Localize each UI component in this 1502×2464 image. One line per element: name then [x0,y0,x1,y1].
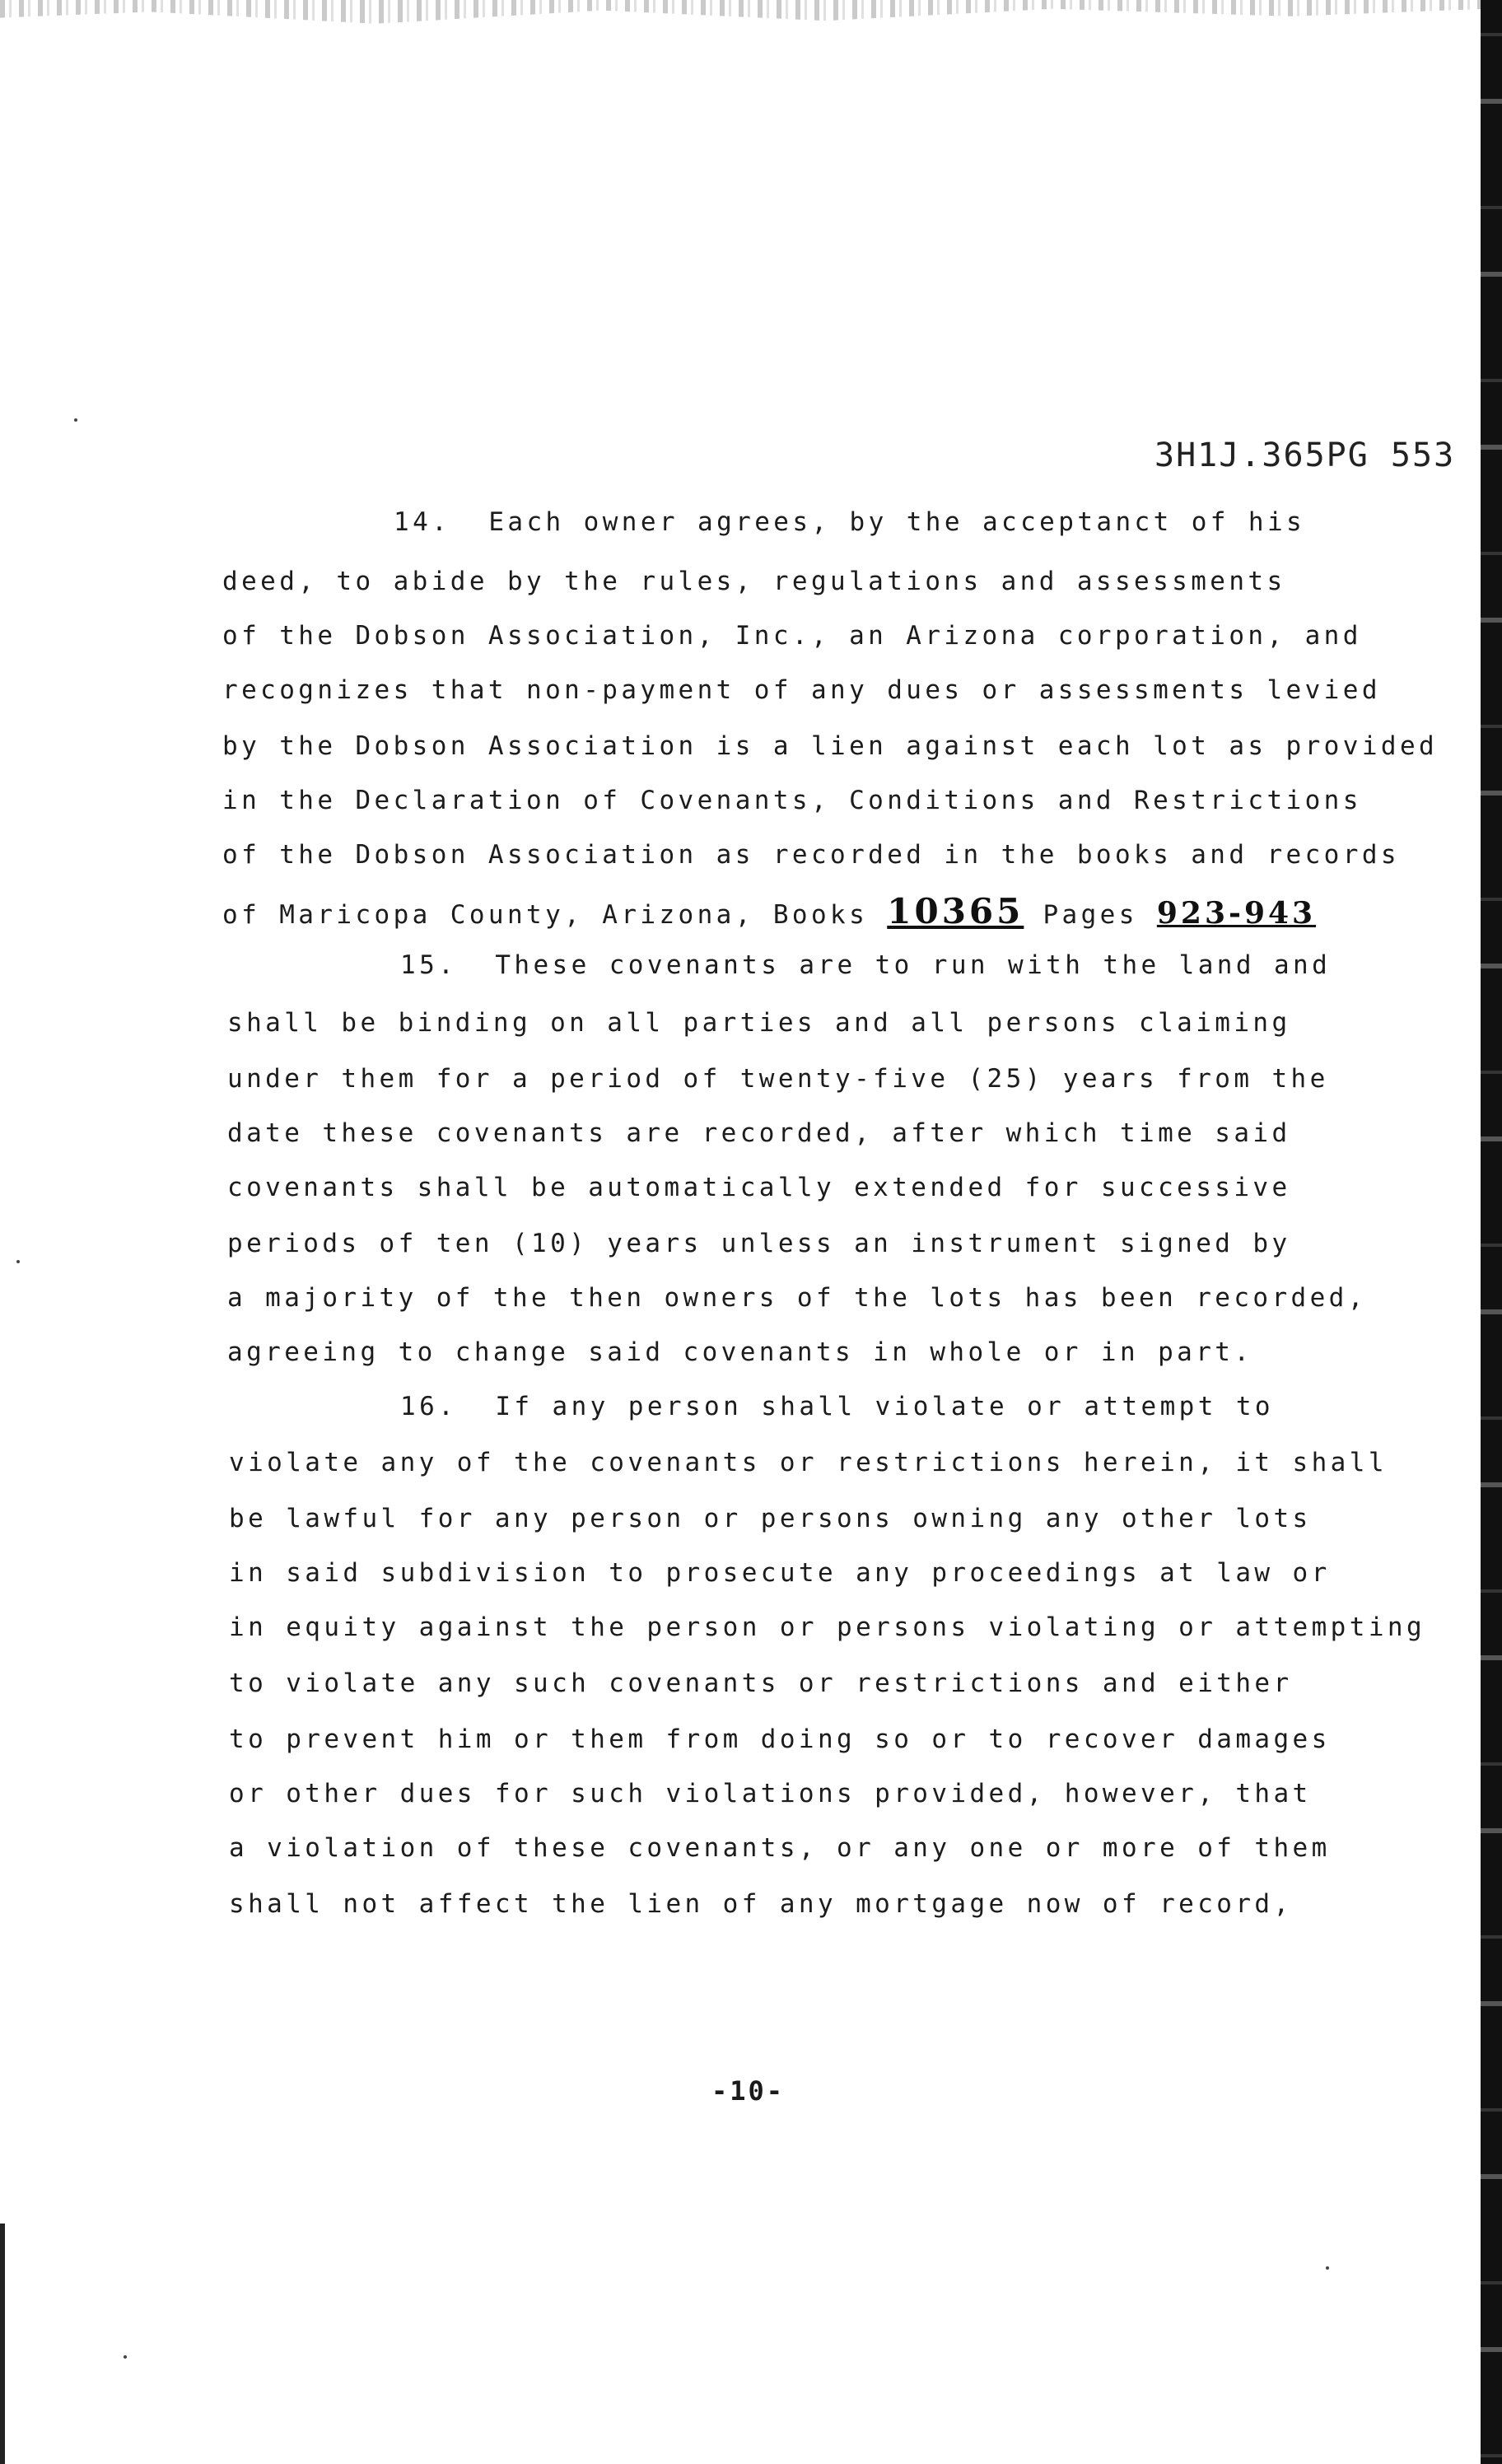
paragraph-text: Each owner agrees, by the acceptanct of his [488,507,1306,537]
paragraph-16-line-4: in said subdivision to prosecute any proceedings at law or [229,1558,1331,1588]
paragraph-15-line-7: a majority of the then owners of the lots has been recorded, [227,1283,1367,1313]
paragraph-16-line-5: in equity against the person or persons violating or attempting [229,1612,1426,1642]
paragraph-text: These covenants are to run with the land and [495,950,1332,980]
paragraph-16-line-2: violate any of the covenants or restrictions herein, it shall [229,1448,1388,1477]
paragraph-16-line-1 [400,1392,1274,1421]
paragraph-15-line-1 [400,950,1331,980]
pages-label: Pages [1043,900,1138,930]
paragraph-16-line-10: shall not affect the lien of any mortgage now of record, [229,1889,1293,1919]
paragraph-15-line-2: shall be binding on all parties and all persons claiming [227,1008,1291,1038]
paragraph-15-line-8: agreeing to change said covenants in whole or in part. [227,1337,1253,1367]
paragraph-14-line-7: of the Dobson Association as recorded in the books and records [222,840,1400,870]
paragraph-14-line-2: deed, to abide by the rules, regulations and assessments [222,567,1286,596]
paragraph-14-line-5: by the Dobson Association is a lien against each lot as provided [222,731,1439,761]
paragraph-16-line-6: to violate any such covenants or restrictions and either [229,1668,1293,1698]
books-prefix: of Maricopa County, Arizona, Books [222,900,869,930]
paragraph-16-line-8: or other dues for such violations provided, however, that [229,1779,1312,1808]
scan-speck [1326,2266,1329,2270]
paragraph-14-line-4: recognizes that non-payment of any dues or assessments levied [222,675,1381,705]
paragraph-15-line-3: under them for a period of twenty-five (25) years from the [227,1064,1329,1094]
scan-edge-left [0,2224,5,2464]
paragraph-number: 14. [394,507,451,537]
pages-range: 923-943 [1156,896,1317,931]
page-number: -10- [711,2075,786,2107]
book-page-reference: 3H1J.365PG 553 [1154,436,1456,474]
paragraph-14-line-6: in the Declaration of Covenants, Conditions and Restrictions [222,786,1362,815]
paragraph-14-line-8 [222,891,1316,931]
paragraph-text: If any person shall violate or attempt to [495,1392,1274,1421]
paragraph-16-line-7: to prevent him or them from doing so or to recover damages [229,1724,1331,1754]
paragraph-number: 15. [400,950,458,980]
paragraph-15-line-4: date these covenants are recorded, after which time said [227,1118,1291,1148]
scan-speck [124,2355,127,2359]
scan-speck [16,1260,20,1263]
scan-noise-top [0,0,1502,30]
scan-edge-right [1481,0,1502,2464]
scan-speck [74,418,77,422]
paragraph-15-line-6: periods of ten (10) years unless an instrument signed by [227,1229,1291,1258]
paragraph-14-line-1 [394,507,1305,537]
paragraph-15-line-5: covenants shall be automatically extended for successive [227,1173,1291,1202]
paragraph-14-line-3: of the Dobson Association, Inc., an Arizona corporation, and [222,621,1362,651]
book-number: 10365 [887,891,1024,931]
paragraph-16-line-9: a violation of these covenants, or any one or more of them [229,1833,1331,1863]
paragraph-number: 16. [400,1392,458,1421]
paragraph-16-line-3: be lawful for any person or persons owning any other lots [229,1504,1312,1533]
